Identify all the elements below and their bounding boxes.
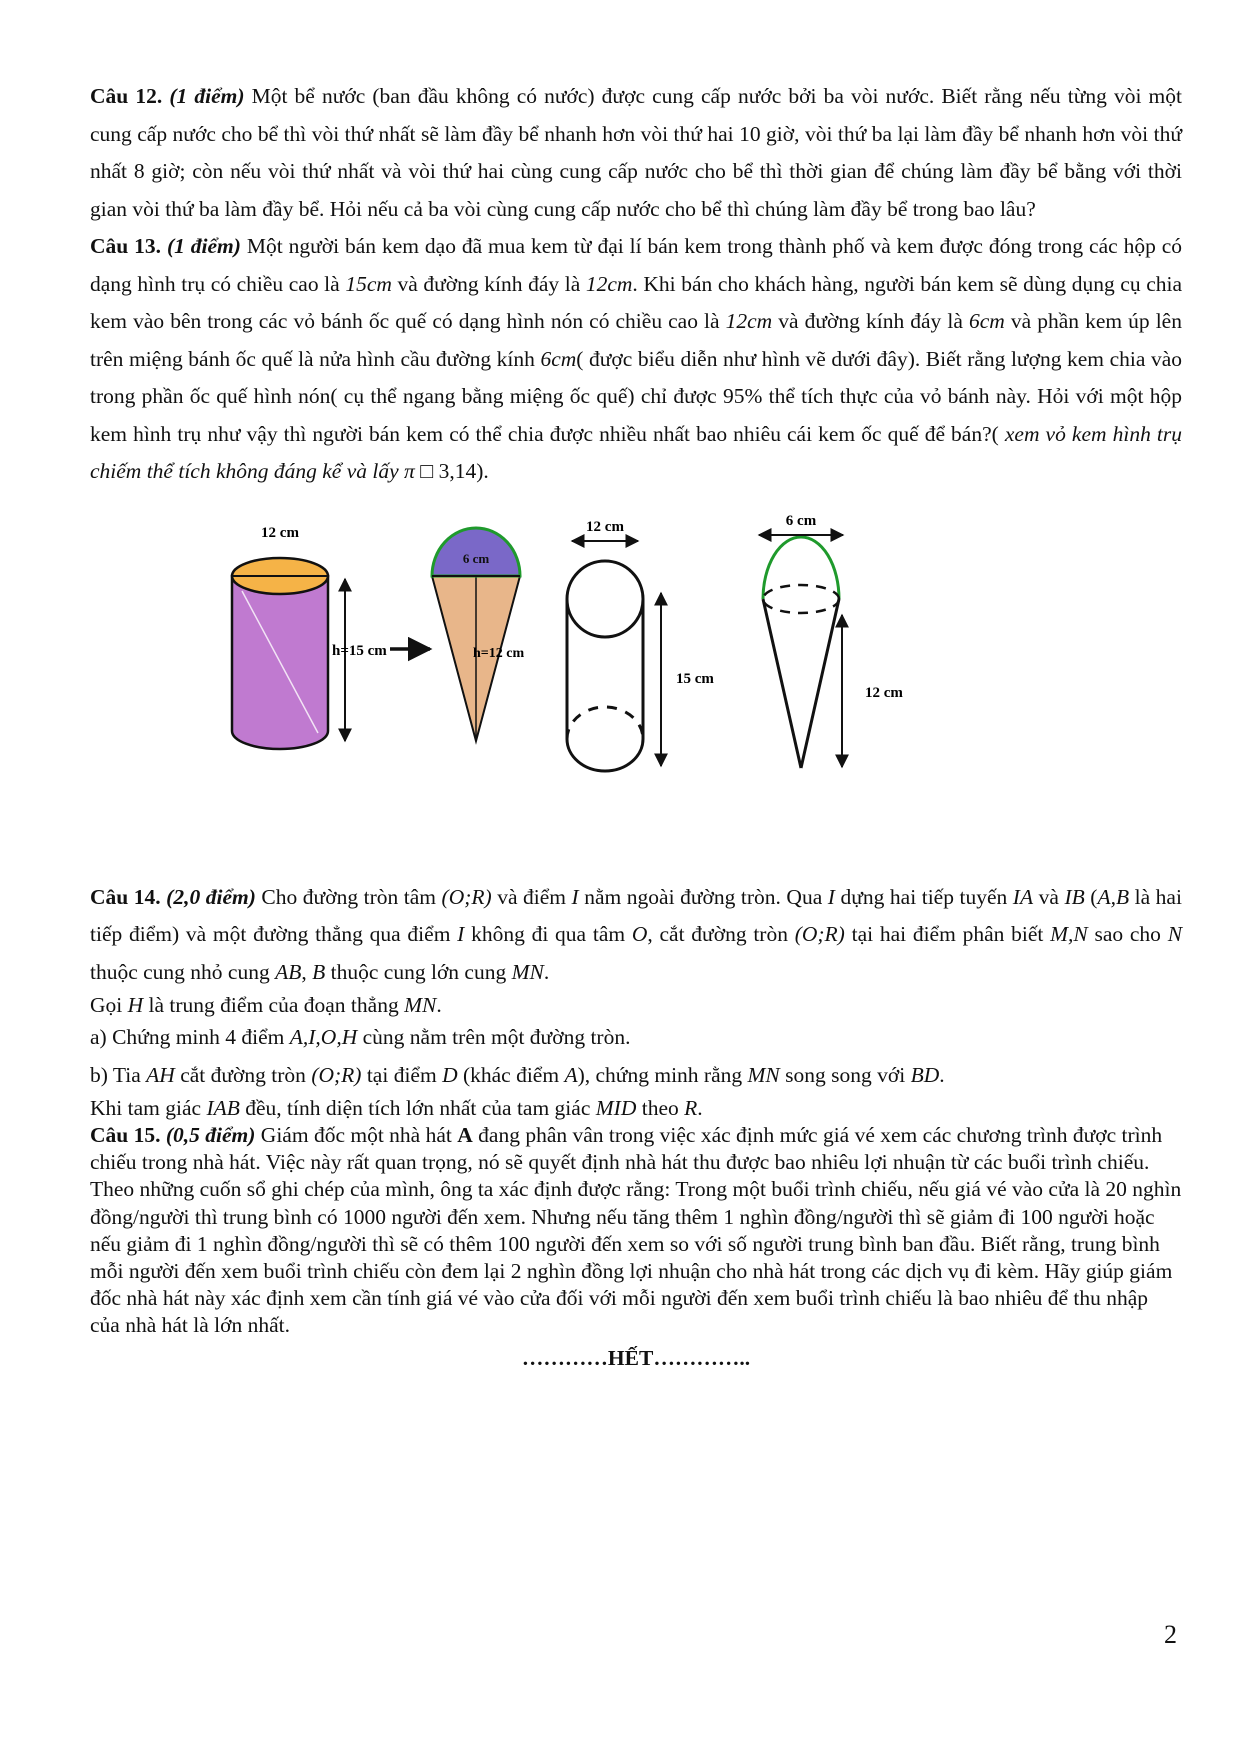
question-text: Khi tam giác <box>90 1096 207 1120</box>
question-text: Một bể nước (ban đầu không có nước) được cung cấp nước bởi ba vòi nước. Biết rằng nếu từng vòi một cung cấp nước cho bể thì vòi thứ nhất sẽ làm đầy bể nhanh hơn vòi thứ hai 10 giờ, vòi thứ ba lại làm đầy bể nhanh hơn vòi thứ nhất 8 giờ; còn nếu vòi thứ nhất và vòi thứ hai cùng cung cấp nước cho bể thì thời gian để chúng làm đầy bể bằng với thời gian vòi thứ ba làm đầy bể. Hỏi nếu cả ba vòi cùng cung cấp nước cho bể thì chúng làm đầy bể trong bao lâu? <box>90 84 1183 221</box>
math-value: 6cm <box>540 346 577 371</box>
math-value: (O;R) <box>311 1062 362 1087</box>
math-value: (O;R) <box>794 922 845 946</box>
question-label: Câu 13. <box>90 234 162 258</box>
cylinder2-height-label: 15 cm <box>676 670 714 687</box>
question-text: b) Tia <box>90 1062 147 1087</box>
question-text: và đường kính đáy là <box>391 271 586 296</box>
question-text: . Khi bán cho khách hàng, người bán kem sẽ dùng dụng cụ chia kem vào bên trong các vỏ bánh ốc quế có dạng hình nón có chiều cao là <box>90 271 1182 333</box>
question-label: Câu 12. <box>90 84 163 108</box>
math-value: (O;R) <box>441 884 492 909</box>
cone-outline <box>759 513 903 768</box>
document-page <box>90 78 1182 1371</box>
question-text: . <box>939 1062 945 1087</box>
question-text: theo <box>636 1096 685 1120</box>
math-value: IA <box>1012 884 1034 909</box>
cylinder-filled <box>232 525 387 749</box>
math-value: R <box>684 1096 698 1120</box>
question-12 <box>90 78 1182 228</box>
math-value: IB <box>1064 884 1085 909</box>
question-text: cắt đường tròn <box>174 1062 312 1087</box>
math-value: IAB <box>206 1096 240 1120</box>
question-text: ( được biểu diễn như hình vẽ dưới đây). Biết rằng lượng kem chia vào trong phần ốc quế hình nón( cụ thể ngang bằng miệng ốc quế) chỉ được 95% thể tích thực của vỏ bánh này. Hỏi với một hộp kem hình trụ như vậy thì người bán kem có thể chia được nhiều nhất bao nhiêu cái kem ốc quế để bán?( <box>90 346 1182 446</box>
math-value: BD <box>910 1062 940 1087</box>
cone-height-label: h=12 cm <box>473 645 525 661</box>
end-marker: …………HẾT………….. <box>521 1345 751 1370</box>
question-text: và điểm <box>491 884 572 909</box>
math-value: O <box>631 922 648 946</box>
math-value: H <box>127 993 144 1017</box>
question-points: (0,5 điểm) <box>165 1123 256 1147</box>
math-value: AH <box>146 1062 175 1087</box>
question-text: Cho đường tròn tâm <box>255 884 442 909</box>
question-text: không đi qua tâm <box>464 922 632 946</box>
question-text: sao cho <box>1087 922 1168 946</box>
question-text: thuộc cung nhỏ cung <box>90 959 276 984</box>
page-number: 2 <box>1164 1620 1177 1649</box>
pi-value: 3,14 <box>433 459 477 483</box>
question-text: tại điểm <box>361 1062 443 1087</box>
question-text: a) Chứng minh 4 điểm <box>90 1025 290 1049</box>
math-value: N <box>1167 922 1183 946</box>
math-value: M,N <box>1050 922 1088 946</box>
math-value: MN <box>511 959 544 984</box>
question-text: và <box>1033 884 1065 909</box>
pi-symbol: π <box>404 459 415 483</box>
ice-cream-figure <box>90 501 1182 873</box>
math-value: 12cm <box>585 271 633 296</box>
math-value: I <box>827 884 835 909</box>
question-text: ). <box>476 459 489 483</box>
math-value: 15cm <box>345 271 392 296</box>
cylinder-diameter-label: 12 cm <box>261 524 299 541</box>
question-text: và đường kính đáy là <box>772 309 969 333</box>
question-label: Câu 15. <box>90 1123 161 1147</box>
question-points: (1 điểm) <box>166 234 241 258</box>
question-text: tại hai điểm phân biết <box>844 922 1051 946</box>
question-text: (khác điểm <box>457 1062 565 1087</box>
math-value: MID <box>595 1096 637 1120</box>
question-text: , cắt đường tròn <box>647 922 795 946</box>
question-text: là trung điểm của đoạn thẳng <box>143 993 405 1017</box>
math-value: A <box>564 1062 578 1087</box>
question-14-define-H <box>90 991 1182 1019</box>
math-value: A,B <box>1097 884 1130 909</box>
question-14 <box>90 879 1182 992</box>
math-value: MN <box>747 1062 780 1087</box>
question-text: ( <box>1084 884 1098 909</box>
question-text: . <box>697 1096 703 1120</box>
cone-diameter-label: 6 cm <box>462 550 490 566</box>
question-text: Gọi <box>90 993 128 1017</box>
cone2-diameter-label: 6 cm <box>785 512 817 529</box>
question-text: cùng nằm trên một đường tròn. <box>357 1025 631 1049</box>
question-text: . <box>436 993 442 1017</box>
question-text: thuộc cung lớn cung <box>325 959 512 984</box>
question-text: đều, tính diện tích lớn nhất của tam giác <box>239 1096 596 1120</box>
math-value: AB <box>275 959 302 984</box>
missing-glyph-box: □ <box>420 459 434 483</box>
math-value: B <box>312 959 326 984</box>
cylinder-height-label: h=15 cm <box>332 642 387 659</box>
question-text: , <box>301 959 313 984</box>
question-text: Một người bán kem dạo đã mua kem từ đại lí bán kem trong thành phố và kem được đóng trong các hộp có dạng hình trụ có chiều cao là <box>90 234 1183 296</box>
question-points: (2,0 điểm) <box>166 884 256 909</box>
theater-name: A <box>457 1123 473 1147</box>
question-text: đang phân vân trong việc xác định mức giá vé xem các chương trình được trình chiếu trong nhà hát. Việc này rất quan trọng, nó sẽ quyết định nhà hát thu được bao nhiêu lợi nhuận từ các buổi trình chiếu. Theo những cuốn sổ ghi chép của mình, ông ta xác định được rằng: Trong một buổi trình chiếu, nếu giá vé vào cửa là 20 nghìn đồng/người thì trung bình có 1000 người đến xem. Nhưng nếu tăng thêm 1 nghìn đồng/người thì sẽ giảm đi 100 người hoặc nếu giảm đi 1 nghìn đồng/người thì sẽ có thêm 100 người đến xem so với số người trung bình ban đầu. Biết rằng, trung bình mỗi người đến xem buổi trình chiếu còn đem lại 2 nghìn đồng lợi nhuận cho nhà hát trong các dịch vụ đi kèm. Hãy giúp giám đốc nhà hát này xác định xem cần tính giá vé vào cửa đối với mỗi người đến xem buổi trình chiếu là bao nhiêu để thu nhập của nhà hát là lớn nhất. <box>90 1123 1182 1338</box>
math-value: I <box>457 922 465 946</box>
cylinder2-diameter-label: 12 cm <box>586 518 624 535</box>
question-text: và phần kem úp lên trên miệng bánh ốc quế là nửa hình cầu đường kính <box>90 309 1182 371</box>
question-label: Câu 14. <box>90 884 161 909</box>
math-value: MN <box>404 993 437 1017</box>
question-15 <box>90 1122 1182 1340</box>
question-text: ), chứng minh rằng <box>577 1062 748 1087</box>
question-text: nằm ngoài đường tròn. Qua <box>578 884 828 909</box>
math-value: 6cm <box>968 309 1005 333</box>
question-text: Giám đốc một nhà hát <box>255 1123 458 1147</box>
figure-svg <box>90 501 1182 873</box>
question-text: . <box>543 959 550 984</box>
question-text: là hai tiếp điểm) và một đường thẳng qua điểm <box>90 884 1182 946</box>
question-text: dựng hai tiếp tuyến <box>834 884 1013 909</box>
math-value: A,I,O,H <box>289 1025 358 1049</box>
question-text: song song với <box>779 1062 911 1087</box>
question-13 <box>90 228 1182 491</box>
question-14-part-a <box>90 1019 1182 1057</box>
cone-filled <box>432 528 524 741</box>
question-points: (1 điểm) <box>169 84 245 108</box>
question-14-part-c <box>90 1094 1182 1122</box>
cylinder-outline <box>567 519 714 771</box>
note-text: xem vỏ kem hình trụ chiếm thể tích không đáng kể và lấy <box>90 421 1182 483</box>
math-value: 12cm <box>725 309 773 333</box>
math-value: I <box>571 884 579 909</box>
question-14-part-b <box>90 1057 1182 1095</box>
cone2-height-label: 12 cm <box>865 684 903 701</box>
math-value: D <box>442 1062 458 1087</box>
